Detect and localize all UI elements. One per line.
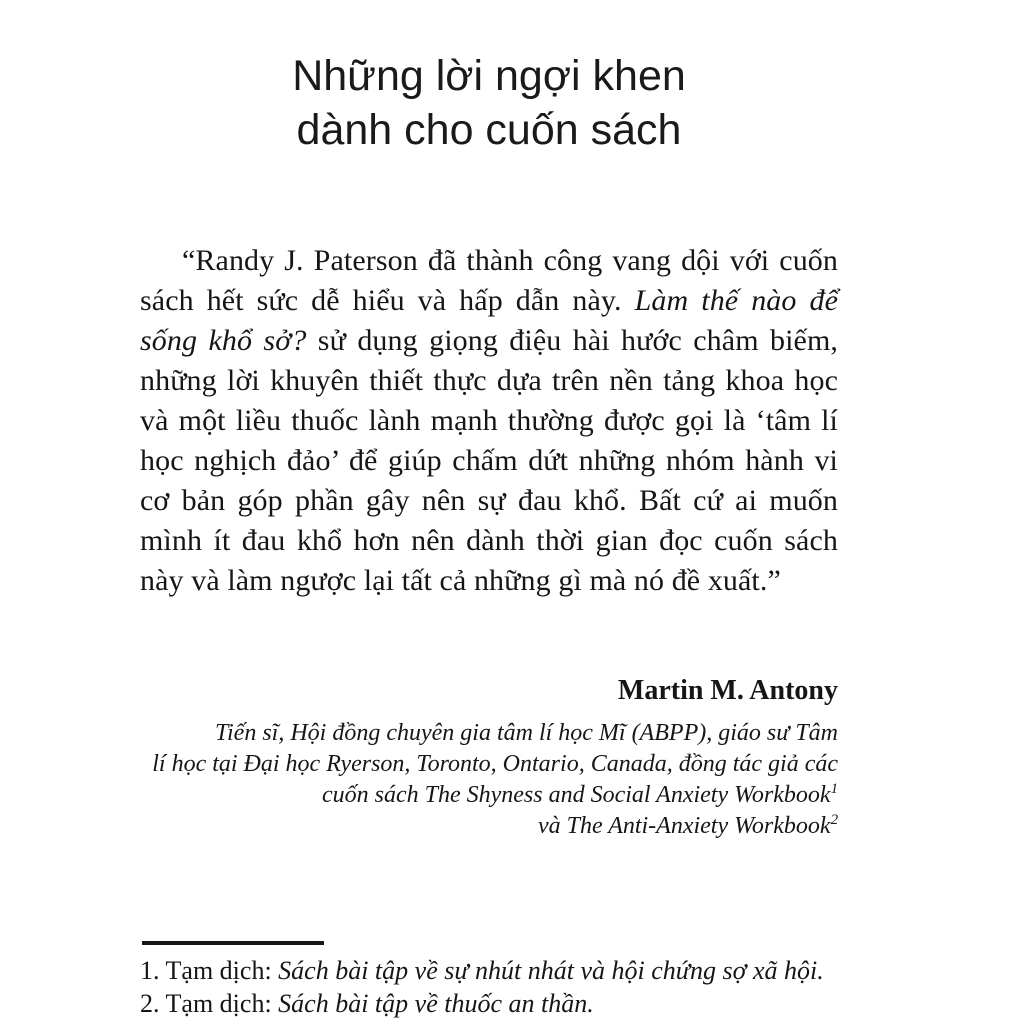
footnote-book-title: Sách bài tập về thuốc an thần.: [278, 989, 594, 1018]
footnote-ref: 2: [830, 812, 838, 828]
page-title-line-1: Những lời ngợi khen: [292, 51, 686, 100]
credential-line: và The Anti-Anxiety Workbook$^2$: [537, 812, 838, 839]
footnote: [140, 954, 860, 987]
footnotes: [140, 941, 860, 1020]
footnote-divider: [142, 941, 324, 945]
praise-quote: [140, 241, 838, 601]
quote-book-title: Làm thế nào để sống khổ sở?: [140, 284, 839, 357]
footnote-list: [140, 954, 860, 1020]
footnote-ref: 1: [830, 781, 838, 797]
quote-text: “Randy J. Paterson đã thành công vang dội với cuốn sách hết sức dễ hiểu và hấp dẫn này.: [140, 244, 838, 317]
footnote: [140, 987, 860, 1020]
quote-text: sử dụng giọng điệu hài hước châm biếm, những lời khuyên thiết thực dựa trên nền tảng khoa học và một liều thuốc lành mạnh thường được gọi là ‘tâm lí học nghịch đảo’ để giúp chấm dứt những nhóm hành vi cơ bản góp phần gây nên sự đau khổ. Bất cứ ai muốn mình ít đau khổ hơn nên dành thời gian đọc cuốn sách này và làm ngược lại tất cả những gì mà nó đề xuất.”: [140, 324, 838, 597]
credential-line: lí học tại Đại học Ryerson, Toronto, Ontario, Canada, đồng tác giả các: [152, 751, 838, 777]
attribution-name: Martin M. Antony: [617, 675, 838, 706]
page-title: [140, 49, 838, 157]
footnote-label: 2. Tạm dịch:: [140, 989, 279, 1018]
page-title-line-2: dành cho cuốn sách: [296, 105, 682, 154]
credential-line: cuốn sách The Shyness and Social Anxiety Workbook$^1$: [321, 781, 838, 808]
attribution-credentials: [130, 718, 838, 842]
footnote-label: 1. Tạm dịch:: [140, 956, 279, 985]
footnote-book-title: Sách bài tập về sự nhút nhát và hội chứng sợ xã hội.: [278, 956, 824, 985]
credential-line: Tiến sĩ, Hội đồng chuyên gia tâm lí học Mĩ (ABPP), giáo sư Tâm: [214, 720, 838, 746]
